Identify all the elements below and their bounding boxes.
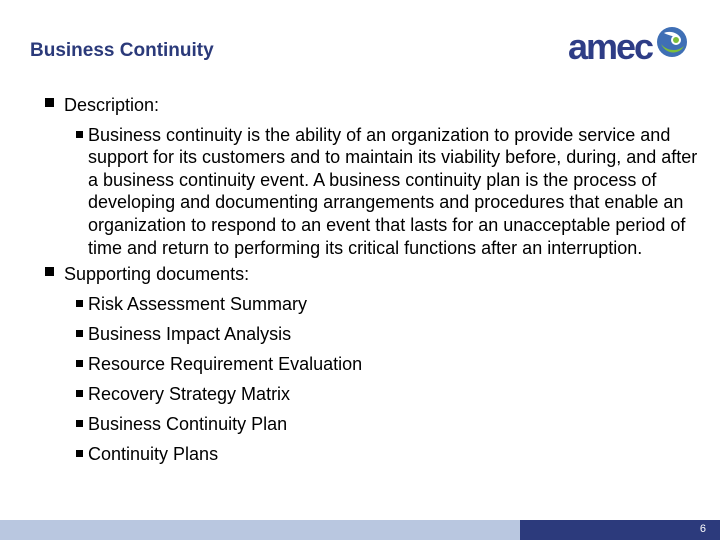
list-item bbox=[45, 383, 705, 406]
list-item bbox=[45, 443, 705, 466]
description-label: Description: bbox=[64, 95, 160, 115]
supporting-documents-list bbox=[45, 293, 705, 466]
square-bullet-icon bbox=[45, 98, 54, 107]
list-item bbox=[45, 293, 705, 316]
list-item-text: Continuity Plans bbox=[88, 444, 219, 465]
square-bullet-icon bbox=[76, 300, 83, 307]
list-item bbox=[45, 323, 705, 346]
logo-globe-icon bbox=[654, 24, 690, 60]
page-number: 6 bbox=[699, 523, 706, 535]
description-text: Business continuity is the ability of an organization to provide service and support for its customers and to maintain its viability before, during, and after a business continuity event. A business continuity plan is the process of developing and documenting arrangements and procedures that enable an organization to respond to an event that lasts for an unacceptable period of time and return to performing its critical functions after an interruption. bbox=[88, 124, 698, 258]
list-item-text: Business Continuity Plan bbox=[88, 414, 288, 435]
square-bullet-icon bbox=[76, 420, 83, 427]
footer-page-box bbox=[520, 520, 720, 540]
bullet-description bbox=[45, 94, 705, 117]
square-bullet-icon bbox=[76, 330, 83, 337]
square-bullet-icon bbox=[76, 450, 83, 457]
footer-bar bbox=[0, 520, 520, 540]
list-item-text: Resource Requirement Evaluation bbox=[88, 354, 363, 375]
bullet-supporting bbox=[45, 263, 705, 286]
square-bullet-icon bbox=[45, 267, 54, 276]
list-item bbox=[45, 353, 705, 376]
supporting-label: Supporting documents: bbox=[64, 264, 250, 285]
list-item-text: Business Impact Analysis bbox=[88, 324, 292, 345]
square-bullet-icon bbox=[76, 360, 83, 367]
slide-title: Business Continuity bbox=[30, 40, 214, 61]
square-bullet-icon bbox=[76, 131, 83, 138]
list-item bbox=[45, 413, 705, 436]
slide-content bbox=[45, 94, 705, 466]
list-item-text: Recovery Strategy Matrix bbox=[88, 384, 291, 405]
square-bullet-icon bbox=[76, 390, 83, 397]
list-item-text: Risk Assessment Summary bbox=[88, 294, 308, 315]
logo-text: amec bbox=[568, 26, 653, 67]
description-text-item bbox=[45, 124, 705, 260]
amec-logo bbox=[568, 24, 690, 72]
